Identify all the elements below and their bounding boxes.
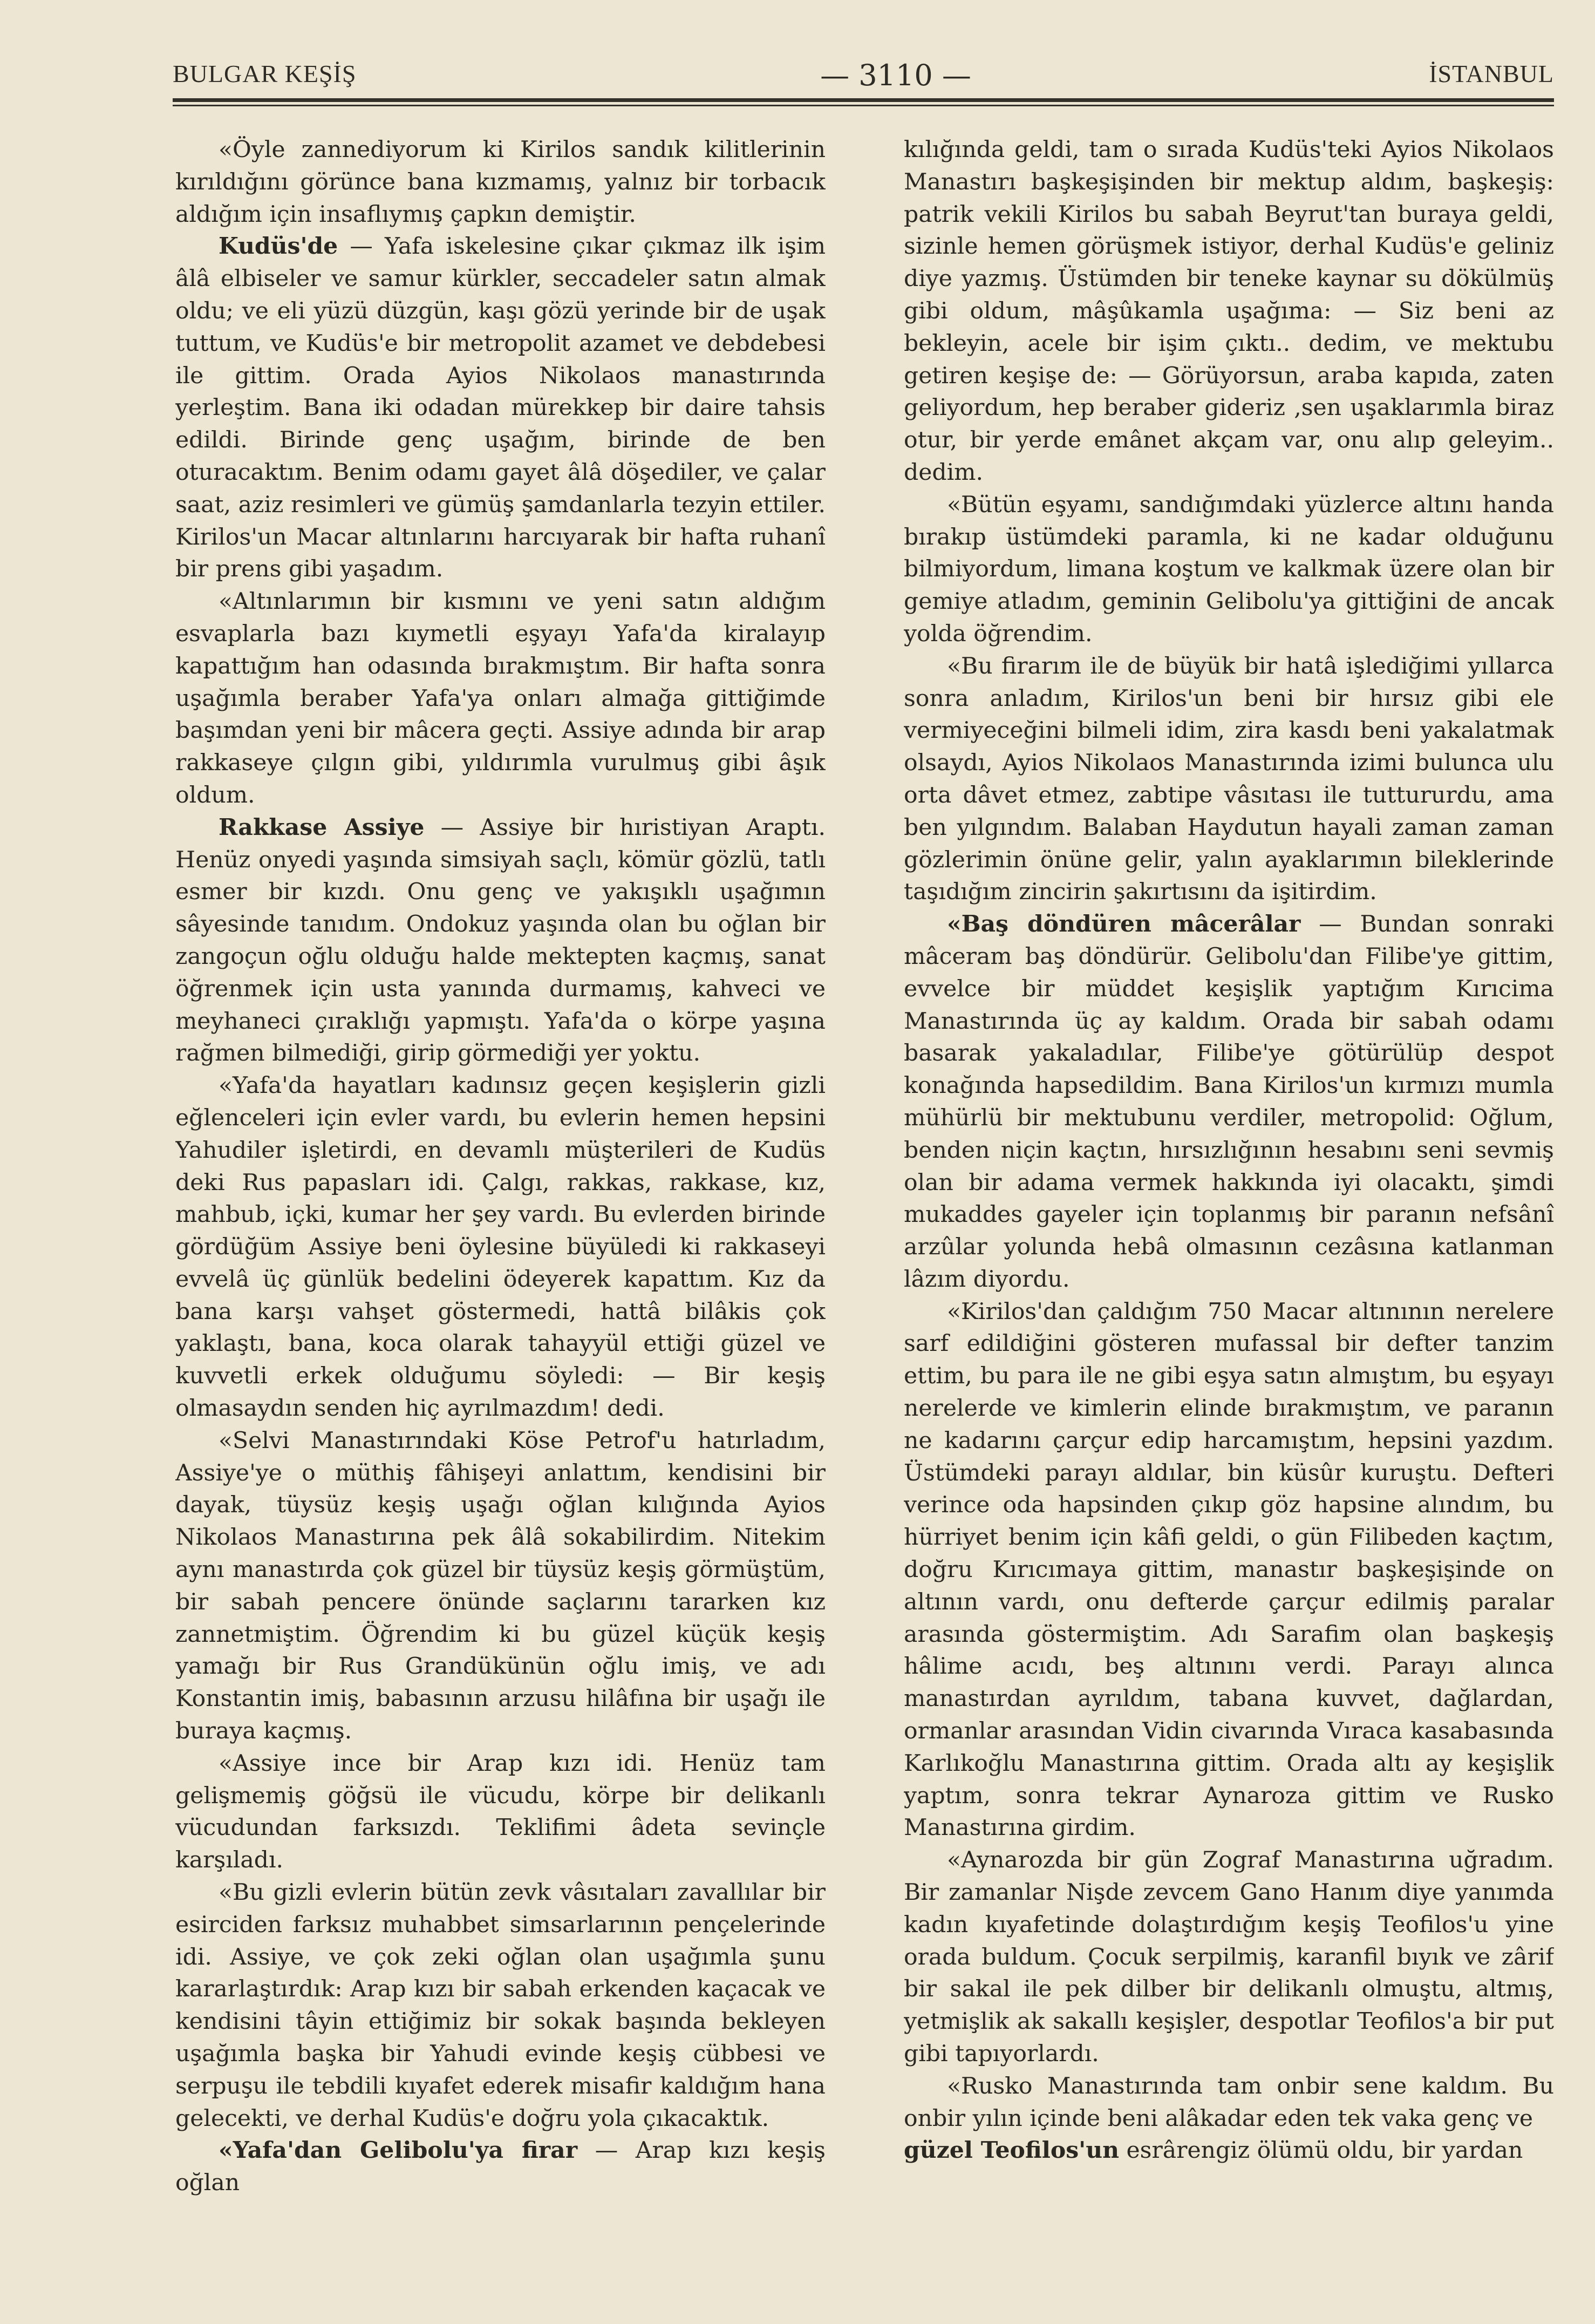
paragraph-text: «Bu firarım ile de büyük bir hatâ işlediğimi yıllarca sonra anladım, Kirilos'un beni bir hırsız gibi ele vermiyeceğini bilmeli idim, zira kasdı beni yakalatmak olsaydı, Ayios Nikolaos Manastırında izimi bulunca ulu orta dâvet etmez, zabtipe vâsıtası ile tuttururdu, ama ben yılgındım. Balaban Haydutun hayali zaman zaman gözlerimin önüne gelir, yalın ayaklarımın bileklerinde taşıdığım zincirin şakırtısını da işitirdim. [904,653,1554,906]
paragraph-text: «Öyle zannediyorum ki Kirilos sandık kilitlerinin kırıldığını görünce bana kızmamış, yalnız bir torbacık aldığım için insaflıymış çapkın demiştir. [175,137,826,228]
header-title: BULGAR KEŞİŞ [173,60,357,87]
paragraph-heading: güzel Teofilos'un [904,2137,1119,2164]
paragraph-text: kılığında geldi, tam o sırada Kudüs'teki Ayios Nikolaos Manastırı başkeşişinden bir mektup aldım, başkeşiş: patrik vekili Kirilos bu sabah Beyrut'tan buraya geldi, sizinle hemen görüşmek istiyor, derhal Kudüs'e geliniz diye yazmış. Üstümden bir teneke kaynar su dökülmüş gibi oldum, mâşûkamla uşağıma: — Siz beni az bekleyin, acele bir işim çıktı.. dedim, ve mektubu getiren keşişe de: — Görüyorsun, araba kapıda, zaten geliyordum, hep beraber gideriz ,sen uşaklarımla biraz otur, bir yerde emânet akçam var, onu alıp geleyim.. dedim. [904,137,1554,486]
paragraph [904,650,1554,908]
paragraph-text: «Bu gizli evlerin bütün zevk vâsıtaları zavallılar bir esirciden farksız muhabbet simsarlarının pençelerinde idi. Assiye, ve çok zeki oğlan olan uşağımla şunu kararlaştırdık: Arap kızı bir sabah erkenden kaçacak ve kendisini tâyin ettiğimiz bir sokak başında bekleyen uşağımla başka bir Yahudi evinde keşiş cübbesi ve serpuşu ile tebdili kıyafet ederek misafir kaldığım hana gelecekti, ve derhal Kudüs'e doğru yola çıkacaktık. [175,1879,826,2132]
paragraph [904,2135,1554,2167]
paragraph [904,134,1554,489]
paragraph-text: «Rusko Manastırında tam onbir sene kaldım. Bu onbir yılın içinde beni alâkadar eden tek vaka genç ve [904,2072,1554,2132]
paragraph-text: «Yafa'da hayatları kadınsız geçen keşişlerin gizli eğlenceleri için evler vardı, bu evlerin hemen hepsini Yahudiler işletirdi, en devamlı müşterileri de Kudüs deki Rus papasları idi. Çalgı, rakkas, rakkase, kız, mahbub, içki, kumar her şey vardı. Bu evlerden birinde gördüğüm Assiye beni öylesine büyüledi ki rakkaseyi evvelâ üç günlük bedelini ödeyerek kapattım. Kız da bana karşı vahşet göstermedi, hattâ bilâkis çok yaklaştı, bana, koca olarak tahayyül ettiği güzel ve kuvvetli erkek olduğumu söyledi: — Bir keşiş olmasaydın senden hiç ayrılmazdım! dedi. [175,1072,826,1422]
paragraph [175,134,826,230]
paragraph [904,908,1554,1296]
paragraph [175,1877,826,2135]
paragraph-heading: «Baş döndüren mâcerâlar [947,910,1301,938]
paragraph [175,1748,826,1877]
paragraph-text: «Assiye ince bir Arap kızı idi. Henüz tam gelişmemiş göğsü ile vücudu, körpe bir delikanlı vücudundan farksızdı. Teklifimi âdeta sevinçle karşıladı. [175,1750,826,1874]
paragraph-text: — Assiye bir hıristiyan Araptı. Henüz onyedi yaşında simsiyah saçlı, kömür gözlü, tatlı esmer bir kızdı. Onu genç ve yakışıklı uşağımın sâyesinde tanıdım. Ondokuz yaşında olan bu oğlan bir zangoçun oğlu olduğu halde mektepten kaçmış, sanat öğrenmek için usta yanında durmamış, kahveci ve meyhaneci çıraklığı yapmıştı. Yafa'da o körpe yaşına rağmen bilmediği, girip görmediği yer yoktu. [175,814,826,1067]
paragraph [175,2135,826,2199]
paragraph-heading: Rakkase Assiye [219,813,425,841]
paragraph [904,1844,1554,2070]
paragraph-text: «Altınlarımın bir kısmını ve yeni satın aldığım esvaplarla bazı kıymetli eşyayı Yafa'da kiralayıp kapattığım han odasında bırakmıştım. Bir hafta sonra uşağımla beraber Yafa'ya onları almağa gittiğimde başımdan yeni bir mâcera geçti. Assiye adında bir arap rakkaseye çılgın gibi, yıldırımla vurulmuş gibi âşık oldum. [175,588,826,808]
paragraph [175,1070,826,1425]
paragraph-text: — Bundan sonraki mâceram baş döndürür. Gelibolu'dan Filibe'ye gittim, evvelce bir müddet keşişlik yaptığım Kırıcima Manastırında üç ay kaldım. Orada bir sabah odamı basarak yakaladılar, Filibe'ye götürülüp despot konağında hapsedildim. Bana Kirilos'un kırmızı mumla mühürlü bir mektubunu verdiler, metropolid: Oğlum, benden niçin kaçtın, hırsızlığının hesabını seni sevmiş olan bir adama vermek hakkında iyi olacaktı, şimdi mukaddes gayeler için toplanmış bir paranın nefsânî arzûlar yolunda hebâ olmasının cezâsına katlanman lâzım diyordu. [904,911,1554,1293]
paragraph-text: «Aynarozda bir gün Zograf Manastırına uğradım. Bir zamanlar Nişde zevcem Gano Hanım diye yanımda kadın kıyafetinde dolaştırdığım keşiş Teofilos'u yine orada buldum. Çocuk serpilmiş, karanfil bıyık ve zârif bir sakal ile pek dilber bir delikanlı olmuştu, altmış, yetmişlik ak sakallı keşişler, despotlar Teofilos'a bir put gibi tapıyorlardı. [904,1847,1554,2068]
page-number: — 3110 — [820,58,971,92]
paragraph [904,1296,1554,1845]
left-column [175,134,826,2206]
header-rule-thick [173,98,1554,102]
right-column [904,134,1554,2206]
paragraph [175,586,826,812]
paragraph [175,1425,826,1748]
paragraph-heading: «Yafa'dan Gelibolu'ya firar [219,2137,578,2164]
paragraph [175,230,826,586]
header-rule-thin [173,105,1554,106]
paragraph [904,2070,1554,2135]
paragraph-text: «Selvi Manastırındaki Köse Petrof'u hatırladım, Assiye'ye o müthiş fâhişeyi anlattım, kendisini bir dayak, tüysüz keşiş uşağı oğlan kılığında Ayios Nikolaos Manastırına pek âlâ sokabilirdim. Nitekim aynı manastırda çok güzel bir tüysüz keşiş görmüştüm, bir sabah pencere önünde saçlarını tararken kız zannetmiştim. Öğrendim ki bu güzel küçük keşiş yamağı bir Rus Grandükünün oğlu imiş, ve adı Konstantin imiş, babasının arzusu hilâfına bir uşağı ile buraya kaçmış. [175,1427,826,1745]
paragraph-text: «Kirilos'dan çaldığım 750 Macar altınının nerelere sarf edildiğini gösteren mufassal bir defter tanzim ettim, bu para ile ne gibi eşya satın almıştım, bu eşyayı nerelerde ve kimlerin elinde bırakmıştım, ve paranın ne kadarını çarçur edip harcamıştım, hepsini yazdım. Üstümdeki parayı aldılar, bin küsûr kuruştu. Defteri verince oda hapsinden çıkıp göz hapsine alındım, bu hürriyet benim için kâfi geldi, o gün Filibeden kaçtım, doğru Kırıcımaya gittim, manastır başkeşişinde on altının vardı, onu defterde çarçur edilmiş paralar arasında göstermiştim. Adı Sarafim olan başkeşiş hâlime acıdı, beş altınını verdi. Parayı alınca manastırdan ayrıldım, tabana kuvvet, dağlardan, ormanlar arasından Vidin civarında Vıraca kasabasında Karlıkoğlu Manastırına gittim. Orada altı ay keşişlik yaptım, sonra tekrar Aynaroza gittim ve Rusko Manastırına girdim. [904,1298,1554,1841]
paragraph-text: esrârengiz ölümü oldu, bir yardan [1119,2137,1523,2164]
paragraph-text: — Arap kızı keşiş oğlan [175,2137,826,2197]
paragraph [175,812,826,1070]
paragraph-text: «Bütün eşyamı, sandığımdaki yüzlerce altını handa bırakıp üstümdeki paramla, ki ne kadar olduğunu bilmiyordum, limana koştum ve kalkmak üzere olan bir gemiye atladım, geminin Gelibolu'ya gittiğini de ancak yolda öğrendim. [904,491,1554,647]
paragraph [904,489,1554,650]
header-city: İSTANBUL [1429,60,1554,87]
paragraph-heading: Kudüs'de [219,233,338,260]
paragraph-text: — Yafa iskelesine çıkar çıkmaz ilk işim âlâ elbiseler ve samur kürkler, seccadeler satın almak oldu; ve eli yüzü düzgün, kaşı gözü yerinde bir de uşak tuttum, ve Kudüs'e bir metropolit azamet ve debdebesi ile gittim. Orada Ayios Nikolaos manastırında yerleştim. Bana iki odadan mürekkep bir daire tahsis edildi. Birinde genç uşağım, birinde de ben oturacaktım. Benim odamı gayet âlâ döşediler, ve çalar saat, aziz resimleri ve gümüş şamdanlarla tezyin ettiler. Kirilos'un Macar altınlarını harcıyarak bir hafta ruhanî bir prens gibi yaşadım. [175,233,826,583]
page-header [173,55,1554,98]
